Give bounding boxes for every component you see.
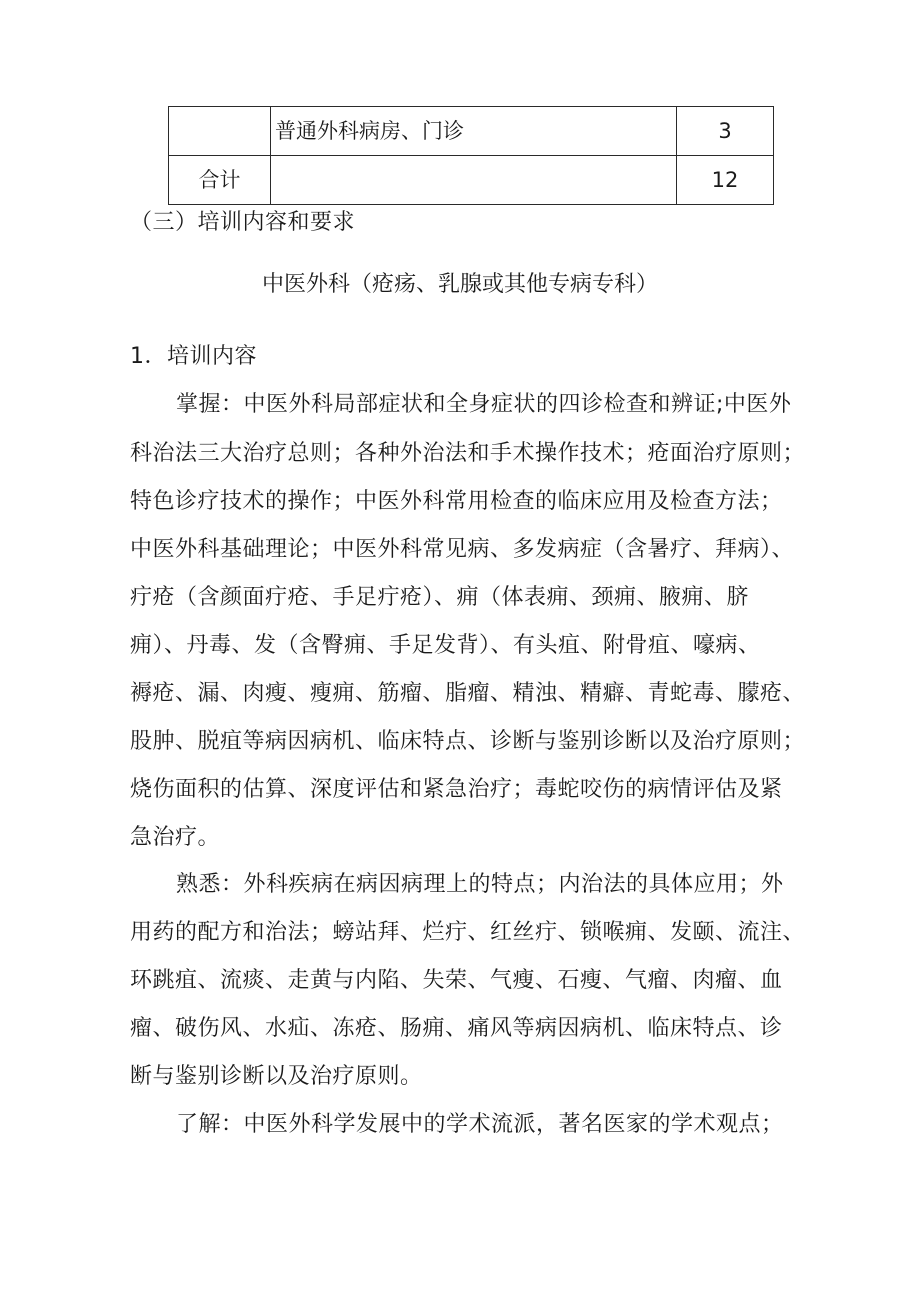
- paragraph-line: 中医外科基础理论；中医外科常见病、多发病症（含暑疗、拜病）、: [130, 537, 795, 562]
- table-cell-total-value: 12: [677, 156, 774, 205]
- paragraph-line: 特色诊疗技术的操作；中医外科常用检查的临床应用及检查方法；: [130, 489, 783, 514]
- paragraph-line: 股肿、脱疽等病因病机、临床特点、诊断与鉴别诊断以及治疗原则；: [130, 729, 806, 754]
- table-cell-location: [271, 156, 677, 205]
- subheading-training-content: 1．培训内容: [130, 344, 257, 369]
- table-cell-location: [271, 107, 677, 156]
- paragraph-line: 熟悉：外科疾病在病因病理上的特点；内治法的具体应用；外: [176, 872, 784, 897]
- paragraph-line: 环跳疽、流痰、走黄与内陷、失荣、气瘦、石瘦、气瘤、肉瘤、血: [130, 968, 783, 993]
- paragraph-line: 褥疮、漏、肉瘦、瘦痈、筋瘤、脂瘤、精浊、精癖、青蛇毒、朦疮、: [130, 681, 806, 706]
- paragraph-line: 疔疮（含颜面疔疮、手足疔疮）、痈（体表痈、颈痈、腋痈、脐: [130, 585, 750, 610]
- paragraph-line: 瘤、破伤风、水疝、冻疮、肠痈、痛风等病因病机、临床特点、诊: [130, 1016, 783, 1041]
- paragraph-line: 断与鉴别诊断以及治疗原则。: [130, 1064, 423, 1089]
- paragraph-line: 了解：中医外科学发展中的学术流派，著名医家的学术观点；: [176, 1112, 784, 1137]
- table-cell-total-label: 合计: [169, 156, 271, 205]
- paragraph-line: 用药的配方和治法；螃站拜、烂疔、红丝疔、锁喉痈、发颐、流注、: [130, 920, 806, 945]
- paragraph-line: 急治疗。: [130, 825, 221, 850]
- paragraph-line: 烧伤面积的估算、深度评估和紧急治疗；毒蛇咬伤的病情评估及紧: [130, 777, 783, 802]
- table-row: [169, 156, 774, 205]
- paragraph-line: 掌握：中医外科局部症状和全身症状的四诊检查和辨证;中医外: [176, 392, 792, 417]
- table-row: [169, 107, 774, 156]
- table-cell-months: 3: [677, 107, 774, 156]
- paragraph-line: 痈）、丹毒、发（含臀痈、手足发背）、有头疽、附骨疽、嚎病、: [130, 633, 761, 658]
- paragraph-line: 科治法三大治疗总则；各种外治法和手术操作技术；疮面治疗原则；: [130, 441, 806, 466]
- section-heading: （三）培训内容和要求: [130, 210, 356, 235]
- table-cell-category: [169, 107, 271, 156]
- specialty-title: 中医外科（疮疡、乳腺或其他专病专科）: [261, 272, 658, 297]
- training-hours-table: [168, 106, 774, 205]
- table-cell-location-text: [271, 168, 275, 192]
- table-cell-location-text: 普通外科病房、门诊: [275, 118, 464, 143]
